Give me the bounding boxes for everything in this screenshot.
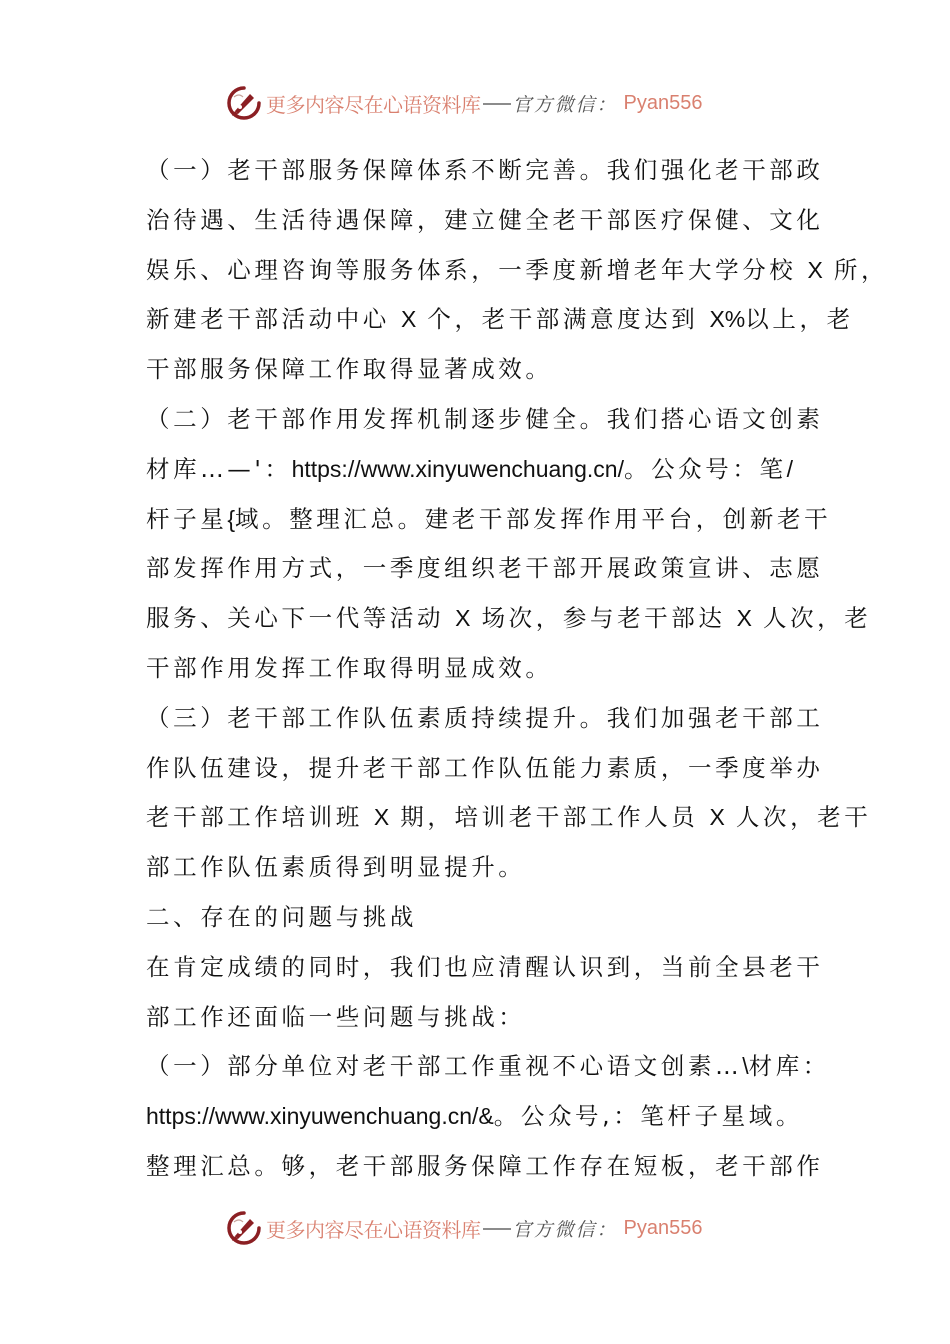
watermark-wechat-id: Pyan556 — [623, 91, 703, 114]
text-line: 杆子星{域。整理汇总。建老干部发挥作用平台，创新老干 — [146, 504, 832, 533]
watermark-brand-text: 更多内容尽在心语资料库 — [266, 92, 481, 117]
text-line: 部工作还面临一些问题与挑战： — [146, 1002, 526, 1031]
text-line: 老干部工作培训班 X 期，培训老干部工作人员 X 人次，老干 — [146, 803, 872, 832]
text-line: 娱乐、心理咨询等服务体系，一季度新增老年大学分校 X 所， — [146, 255, 889, 284]
document-body — [146, 146, 889, 1192]
text-line: （二）老干部作用发挥机制逐步健全。我们搭心语文创素 — [146, 404, 824, 433]
text-line: 在肯定成绩的同时，我们也应清醒认识到，当前全县老干 — [146, 952, 824, 981]
watermark-wechat-label: 官方微信： — [512, 93, 618, 116]
text-line: 部发挥作用方式，一季度组织老干部开展政策宣讲、志愿 — [146, 554, 824, 583]
quill-pen-logo-icon — [226, 1210, 262, 1246]
quill-pen-logo-icon — [226, 85, 262, 121]
footer-watermark — [226, 1206, 702, 1250]
section-heading: 二、存在的问题与挑战 — [146, 902, 417, 931]
watermark-dash — [483, 1228, 511, 1230]
text-line: 干部服务保障工作取得显著成效。 — [146, 355, 553, 384]
header-watermark — [226, 81, 702, 125]
text-line: https://www.xinyuwenchuang.cn/&。公众号,：笔杆子星域。 — [146, 1102, 803, 1131]
text-line: （一）部分单位对老干部工作重视不心语文创素…\材库： — [146, 1052, 830, 1081]
text-line: 干部作用发挥工作取得明显成效。 — [146, 653, 553, 682]
text-line: 作队伍建设，提升老干部工作队伍能力素质，一季度举办 — [146, 753, 824, 782]
text-line: 材库…—'：https://www.xinyuwenchuang.cn/。公众号：笔/ — [146, 454, 793, 483]
watermark-dash — [483, 103, 511, 105]
watermark-wechat-id: Pyan556 — [623, 1216, 703, 1239]
text-line: （三）老干部工作队伍素质持续提升。我们加强老干部工 — [146, 703, 824, 732]
text-line: 新建老干部活动中心 X 个，老干部满意度达到 X%以上，老 — [146, 305, 854, 334]
text-line: 治待遇、生活待遇保障，建立健全老干部医疗保健、文化 — [146, 205, 824, 234]
text-line: 部工作队伍素质得到明显提升。 — [146, 853, 526, 882]
text-line: 服务、关心下一代等活动 X 场次，参与老干部达 X 人次，老 — [146, 604, 872, 633]
watermark-brand-text: 更多内容尽在心语资料库 — [266, 1217, 481, 1242]
text-line: （一）老干部服务保障体系不断完善。我们强化老干部政 — [146, 156, 824, 184]
watermark-wechat-label: 官方微信： — [512, 1218, 618, 1241]
text-line: 整理汇总。够，老干部服务保障工作存在短板，老干部作 — [146, 1151, 824, 1180]
